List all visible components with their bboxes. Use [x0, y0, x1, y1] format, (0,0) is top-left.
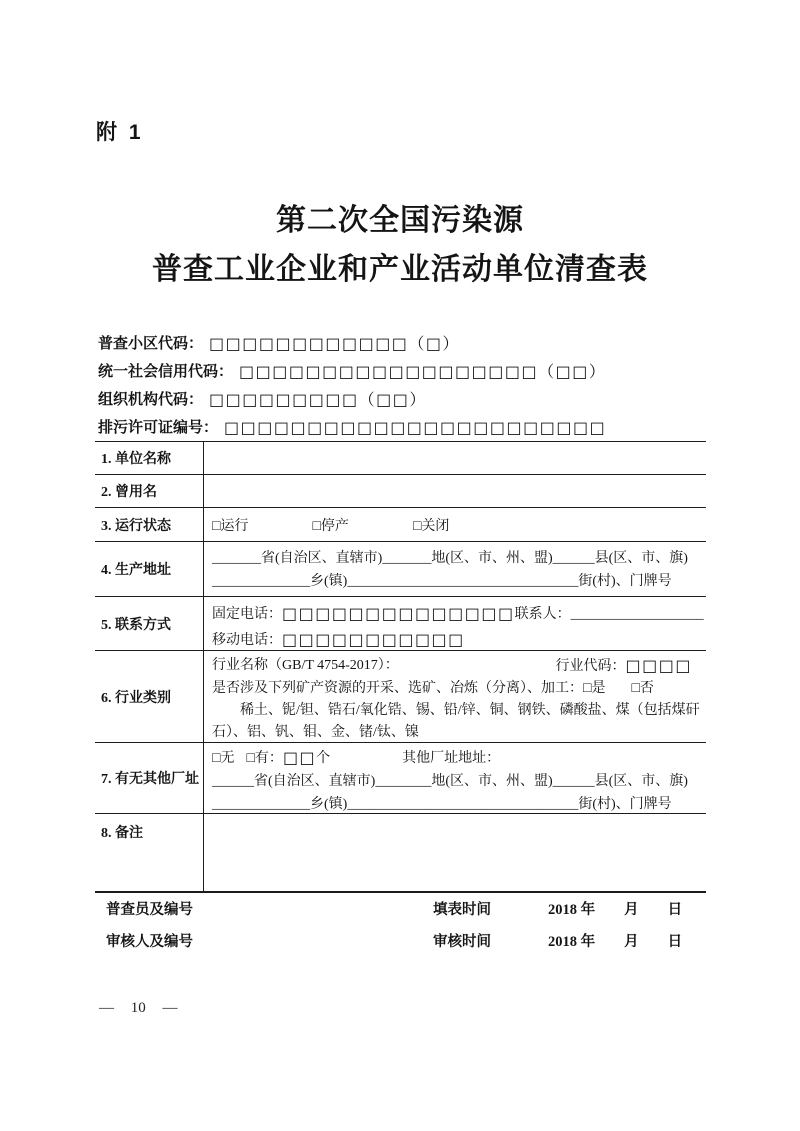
census-block-code-line	[98, 330, 738, 358]
reviewer-id-label: 审核人及编号	[106, 933, 193, 950]
production-address-field	[203, 542, 706, 596]
signature-block	[95, 892, 706, 956]
discharge-permit-boxes: □□□□□□□□□□□□□□□□□□□□□□□	[224, 418, 607, 437]
operation-status-label: 3. 运行状态	[101, 518, 171, 534]
discharge-permit-line	[98, 414, 738, 442]
census-block-code-boxes: □□□□□□□□□□□□	[209, 334, 409, 353]
other-sites-label: 7. 有无其他厂址	[101, 772, 199, 787]
mobile-phone-boxes[interactable]: □□□□□□□□□□□	[282, 630, 465, 649]
org-code-label: 组织机构代码：	[98, 392, 204, 408]
industry-category-field	[203, 651, 706, 742]
industry-code-group	[556, 655, 692, 678]
org-code-boxes: □□□□□□□□□	[209, 390, 359, 409]
fixed-phone-label: 固定电话：	[212, 607, 282, 622]
other-sites-count-boxes[interactable]: □□	[282, 748, 317, 767]
contact-person-blank[interactable]: ___________________	[570, 607, 704, 622]
table-row	[95, 542, 706, 597]
surveyor-id-label: 普查员及编号	[106, 901, 193, 918]
mineral-yes-checkbox[interactable]: □是	[583, 681, 606, 696]
industry-category-label: 6. 行业类别	[101, 690, 171, 706]
surveyor-row	[95, 892, 706, 924]
form-title	[0, 196, 800, 294]
other-sites-none-checkbox[interactable]: □无	[212, 751, 235, 766]
mineral-question-text: 是否涉及下列矿产资源的开采、选矿、冶炼（分离）、加工：	[212, 681, 583, 696]
review-date-value: 2018 年 月 日	[548, 933, 683, 950]
other-sites-address-label: 其他厂址地址：	[402, 751, 501, 766]
org-code-line	[98, 386, 738, 414]
social-credit-code-suffix: （□□）	[538, 362, 607, 381]
table-row	[95, 814, 706, 891]
main-table	[95, 441, 706, 893]
former-name-label: 2. 曾用名	[101, 485, 157, 500]
operation-status-options	[203, 508, 706, 541]
production-address-label: 4. 生产地址	[101, 563, 171, 578]
fill-date-value: 2018 年 月 日	[548, 901, 683, 918]
status-running-checkbox[interactable]: □运行	[212, 519, 249, 534]
remarks-label: 8. 备注	[101, 826, 143, 841]
other-sites-address-line1[interactable]: ______省(自治区、直辖市)________地(区、市、州、盟)______县(区、市、旗)	[212, 774, 688, 789]
discharge-permit-label: 排污许可证编号：	[98, 420, 219, 436]
industry-code-label: 行业代码：	[555, 659, 626, 674]
social-credit-code-label: 统一社会信用代码：	[98, 364, 234, 380]
fill-date-label: 填表时间	[433, 901, 491, 918]
other-sites-field	[203, 743, 706, 813]
other-sites-count-unit: 个	[316, 751, 331, 766]
census-block-code-label: 普查小区代码：	[98, 336, 204, 352]
production-address-line1[interactable]: _______省(自治区、直辖市)_______地(区、市、州、盟)______县(区、市、旗)	[212, 551, 688, 566]
industry-code-boxes[interactable]: □□□□	[625, 656, 692, 675]
table-row	[95, 442, 706, 475]
mineral-question-line	[212, 678, 700, 700]
contact-info-field	[203, 597, 706, 650]
form-title-line2: 普查工业企业和产业活动单位清查表	[152, 253, 648, 286]
other-sites-options-line	[212, 746, 700, 770]
table-row	[95, 475, 706, 508]
other-sites-address-line2[interactable]: ______________乡(镇)_________________________________街(村)、门牌号	[212, 797, 672, 812]
unit-name-field[interactable]	[203, 442, 706, 474]
fixed-phone-boxes[interactable]: □□□□□□□□□□□□□□	[282, 604, 515, 623]
mobile-phone-line	[212, 627, 700, 653]
table-row	[95, 597, 706, 651]
industry-name-line	[212, 655, 700, 678]
mobile-phone-label: 移动电话：	[212, 633, 282, 648]
reviewer-row	[95, 924, 706, 956]
fixed-phone-line	[212, 601, 704, 627]
census-block-code-suffix: （□）	[408, 334, 461, 353]
org-code-suffix: （□□）	[358, 390, 427, 409]
mineral-no-checkbox[interactable]: □否	[631, 681, 654, 696]
attachment-label: 附 1	[96, 121, 144, 144]
production-address-line2[interactable]: ______________乡(镇)_________________________________街(村)、门牌号	[212, 574, 672, 589]
industry-name-label: 行业名称（GB/T 4754-2017）：	[212, 658, 399, 673]
review-date-label: 审核时间	[433, 933, 491, 950]
status-closed-checkbox[interactable]: □关闭	[412, 519, 450, 534]
status-suspended-checkbox[interactable]: □停产	[312, 519, 349, 534]
page-number: — 10 —	[99, 1000, 178, 1016]
table-row	[95, 743, 706, 814]
social-credit-code-boxes: □□□□□□□□□□□□□□□□□□	[239, 362, 539, 381]
code-lines	[98, 330, 738, 442]
social-credit-code-line	[98, 358, 738, 386]
table-row	[95, 651, 706, 743]
form-title-line1: 第二次全国污染源	[276, 204, 524, 237]
remarks-field[interactable]	[203, 814, 706, 891]
unit-name-label: 1. 单位名称	[101, 452, 171, 467]
mineral-list-text: 稀土、铌/钽、锆石/氧化锆、锡、铅/锌、铜、钢铁、磷酸盐、煤（包括煤矸石）、铝、钒、钼、金、锗/钛、镍	[212, 703, 700, 740]
contact-person-label: 联系人：	[514, 607, 571, 622]
former-name-field[interactable]	[203, 475, 706, 507]
other-sites-has-checkbox[interactable]: □有：	[246, 751, 283, 766]
contact-info-label: 5. 联系方式	[101, 617, 171, 633]
table-row	[95, 508, 706, 542]
